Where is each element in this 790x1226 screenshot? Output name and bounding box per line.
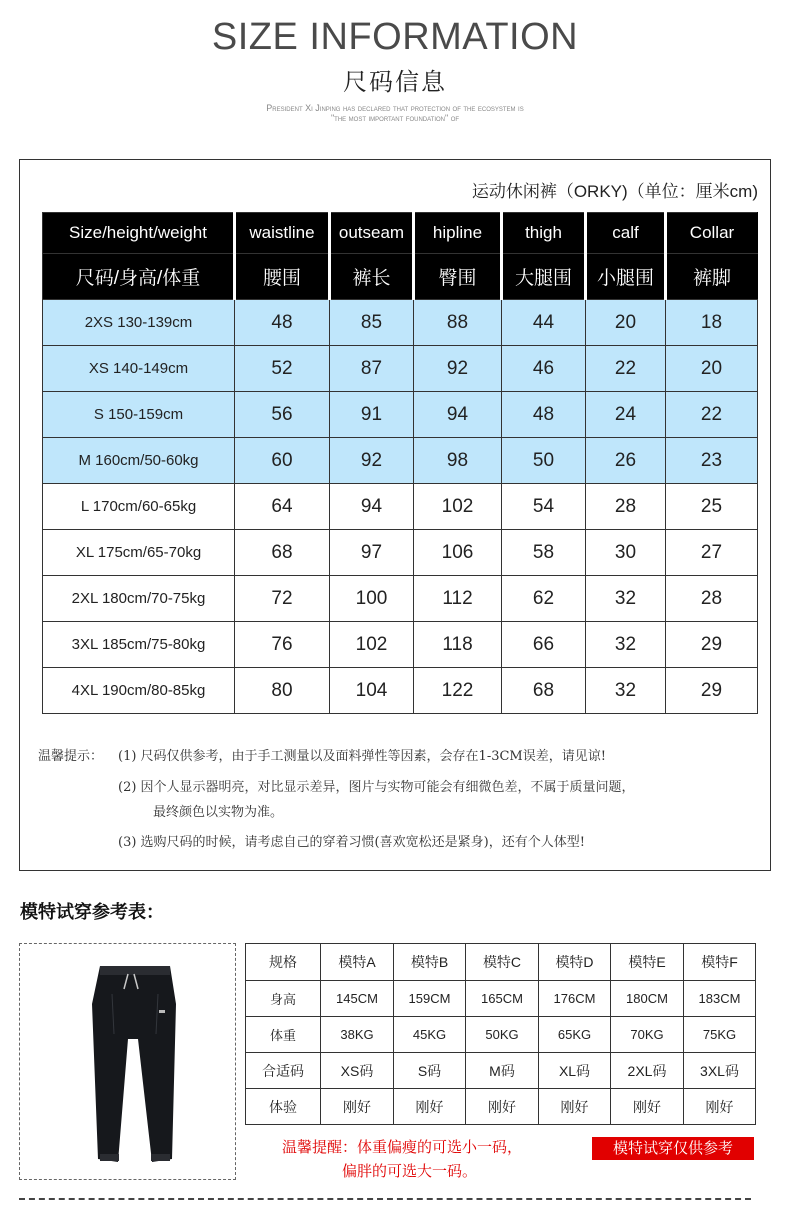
measurement-cell: 94: [330, 484, 414, 530]
tagline-line-1: President Xi Jinping has declared that protection of the ecosystem is: [266, 103, 524, 113]
measurement-cell: 104: [330, 668, 414, 714]
model-cell: XS码: [321, 1053, 394, 1089]
column-header: 裤脚: [666, 254, 758, 300]
model-cell: 2XL码: [611, 1053, 684, 1089]
size-label: XS 140-149cm: [43, 346, 235, 392]
measurement-cell: 22: [586, 346, 666, 392]
measurement-cell: 102: [414, 484, 502, 530]
model-cell: 刚好: [611, 1089, 684, 1125]
model-row-label: 身高: [246, 981, 321, 1017]
model-row: [246, 981, 756, 1017]
measurement-cell: 28: [586, 484, 666, 530]
model-row: [246, 1053, 756, 1089]
model-cell: 165CM: [466, 981, 539, 1017]
measurement-cell: 68: [502, 668, 586, 714]
column-header: 腰围: [235, 254, 330, 300]
measurement-cell: 97: [330, 530, 414, 576]
measurement-cell: 85: [330, 300, 414, 346]
note-item: 最终颜色以实物为准。: [153, 805, 284, 820]
reference-badge: 模特试穿仅供参考: [592, 1137, 754, 1160]
measurement-cell: 44: [502, 300, 586, 346]
size-chart-table: [42, 212, 758, 714]
notes-label: 温馨提示：: [38, 749, 104, 764]
size-header-row-en: [43, 213, 758, 254]
model-cell: S码: [394, 1053, 466, 1089]
warm-reminder: [282, 1136, 522, 1184]
measurement-cell: 80: [235, 668, 330, 714]
model-cell: 183CM: [684, 981, 756, 1017]
size-chart-panel: [19, 159, 771, 871]
measurement-cell: 106: [414, 530, 502, 576]
column-header: calf: [586, 213, 666, 254]
page-title: SIZE INFORMATION: [211, 16, 579, 58]
product-photo: [19, 943, 236, 1180]
measurement-cell: 32: [586, 668, 666, 714]
model-row-label: 规格: [246, 944, 321, 981]
measurement-cell: 29: [666, 622, 758, 668]
measurement-cell: 58: [502, 530, 586, 576]
measurement-cell: 46: [502, 346, 586, 392]
measurement-cell: 56: [235, 392, 330, 438]
column-header: hipline: [414, 213, 502, 254]
measurement-cell: 32: [586, 622, 666, 668]
model-cell: M码: [466, 1053, 539, 1089]
model-cell: 模特B: [394, 944, 466, 981]
column-header: 臀围: [414, 254, 502, 300]
measurement-cell: 30: [586, 530, 666, 576]
column-header: Size/height/weight: [43, 213, 235, 254]
measurement-cell: 100: [330, 576, 414, 622]
measurement-cell: 32: [586, 576, 666, 622]
model-cell: 刚好: [539, 1089, 611, 1125]
size-header-row-cn: [43, 254, 758, 300]
measurement-cell: 28: [666, 576, 758, 622]
model-cell: 38KG: [321, 1017, 394, 1053]
measurement-cell: 92: [414, 346, 502, 392]
warm-reminder-line-2: 偏胖的可选大一码。: [342, 1163, 478, 1180]
measurement-cell: 122: [414, 668, 502, 714]
size-label: 4XL 190cm/80-85kg: [43, 668, 235, 714]
measurement-cell: 87: [330, 346, 414, 392]
model-cell: 65KG: [539, 1017, 611, 1053]
size-chart-caption: 运动休闲裤（ORKY)（单位：厘米cm): [471, 182, 758, 201]
measurement-cell: 94: [414, 392, 502, 438]
measurement-cell: 92: [330, 438, 414, 484]
measurement-cell: 112: [414, 576, 502, 622]
page-subtitle: 尺码信息: [343, 69, 447, 96]
column-header: outseam: [330, 213, 414, 254]
model-cell: 模特F: [684, 944, 756, 981]
size-row: [43, 576, 758, 622]
model-table-heading: 模特试穿参考表：: [20, 902, 164, 922]
column-header: waistline: [235, 213, 330, 254]
model-row-label: 体重: [246, 1017, 321, 1053]
measurement-cell: 25: [666, 484, 758, 530]
measurement-cell: 98: [414, 438, 502, 484]
model-cell: 70KG: [611, 1017, 684, 1053]
divider: [19, 1198, 751, 1200]
note-item: (3) 选购尺码的时候，请考虑自己的穿着习惯(喜欢宽松还是紧身)，还有个人体型!: [118, 835, 585, 850]
size-row: [43, 438, 758, 484]
model-row: [246, 944, 756, 981]
measurement-cell: 22: [666, 392, 758, 438]
model-cell: 刚好: [321, 1089, 394, 1125]
size-row: [43, 346, 758, 392]
measurement-cell: 23: [666, 438, 758, 484]
measurement-cell: 18: [666, 300, 758, 346]
model-cell: 45KG: [394, 1017, 466, 1053]
measurement-cell: 29: [666, 668, 758, 714]
size-row: [43, 668, 758, 714]
measurement-cell: 20: [586, 300, 666, 346]
size-label: 2XL 180cm/70-75kg: [43, 576, 235, 622]
measurement-cell: 20: [666, 346, 758, 392]
column-header: 大腿围: [502, 254, 586, 300]
measurement-cell: 48: [502, 392, 586, 438]
measurement-cell: 64: [235, 484, 330, 530]
measurement-cell: 91: [330, 392, 414, 438]
tagline-line-2: "the most important foundation" of: [330, 113, 460, 123]
model-row: [246, 1089, 756, 1125]
model-cell: 50KG: [466, 1017, 539, 1053]
model-cell: 模特C: [466, 944, 539, 981]
measurement-cell: 26: [586, 438, 666, 484]
model-cell: 145CM: [321, 981, 394, 1017]
model-cell: 模特A: [321, 944, 394, 981]
model-cell: 模特D: [539, 944, 611, 981]
note-item: (1) 尺码仅供参考，由于手工测量以及面料弹性等因素，会存在1-3CM误差，请见谅!: [118, 749, 606, 764]
size-label: XL 175cm/65-70kg: [43, 530, 235, 576]
column-header: thigh: [502, 213, 586, 254]
warm-reminder-line-1: 温馨提醒：体重偏瘦的可选小一码，: [282, 1139, 523, 1156]
model-cell: 159CM: [394, 981, 466, 1017]
measurement-cell: 52: [235, 346, 330, 392]
measurement-cell: 66: [502, 622, 586, 668]
model-cell: 75KG: [684, 1017, 756, 1053]
size-row: [43, 622, 758, 668]
model-cell: 刚好: [394, 1089, 466, 1125]
model-cell: 刚好: [684, 1089, 756, 1125]
measurement-cell: 102: [330, 622, 414, 668]
measurement-cell: 88: [414, 300, 502, 346]
size-label: S 150-159cm: [43, 392, 235, 438]
measurement-cell: 54: [502, 484, 586, 530]
model-row-label: 合适码: [246, 1053, 321, 1089]
measurement-cell: 60: [235, 438, 330, 484]
measurement-cell: 27: [666, 530, 758, 576]
size-label: 2XS 130-139cm: [43, 300, 235, 346]
size-row: [43, 392, 758, 438]
size-row: [43, 484, 758, 530]
model-cell: 180CM: [611, 981, 684, 1017]
model-row-label: 体验: [246, 1089, 321, 1125]
measurement-cell: 68: [235, 530, 330, 576]
model-cell: 模特E: [611, 944, 684, 981]
model-cell: 3XL码: [684, 1053, 756, 1089]
measurement-cell: 50: [502, 438, 586, 484]
model-fit-table: [245, 943, 756, 1125]
measurement-cell: 48: [235, 300, 330, 346]
size-label: M 160cm/50-60kg: [43, 438, 235, 484]
column-header: 小腿围: [586, 254, 666, 300]
column-header: 尺码/身高/体重: [43, 254, 235, 300]
model-cell: XL码: [539, 1053, 611, 1089]
column-header: Collar: [666, 213, 758, 254]
measurement-cell: 72: [235, 576, 330, 622]
measurement-cell: 24: [586, 392, 666, 438]
size-label: L 170cm/60-65kg: [43, 484, 235, 530]
model-cell: 176CM: [539, 981, 611, 1017]
sweatpants-image: [20, 944, 235, 1179]
note-item: (2) 因个人显示器明亮，对比显示差异，图片与实物可能会有细微色差，不属于质量问题，: [118, 780, 635, 795]
size-row: [43, 530, 758, 576]
measurement-cell: 76: [235, 622, 330, 668]
model-cell: 刚好: [466, 1089, 539, 1125]
size-label: 3XL 185cm/75-80kg: [43, 622, 235, 668]
model-row: [246, 1017, 756, 1053]
measurement-cell: 62: [502, 576, 586, 622]
column-header: 裤长: [330, 254, 414, 300]
measurement-cell: 118: [414, 622, 502, 668]
size-row: [43, 300, 758, 346]
